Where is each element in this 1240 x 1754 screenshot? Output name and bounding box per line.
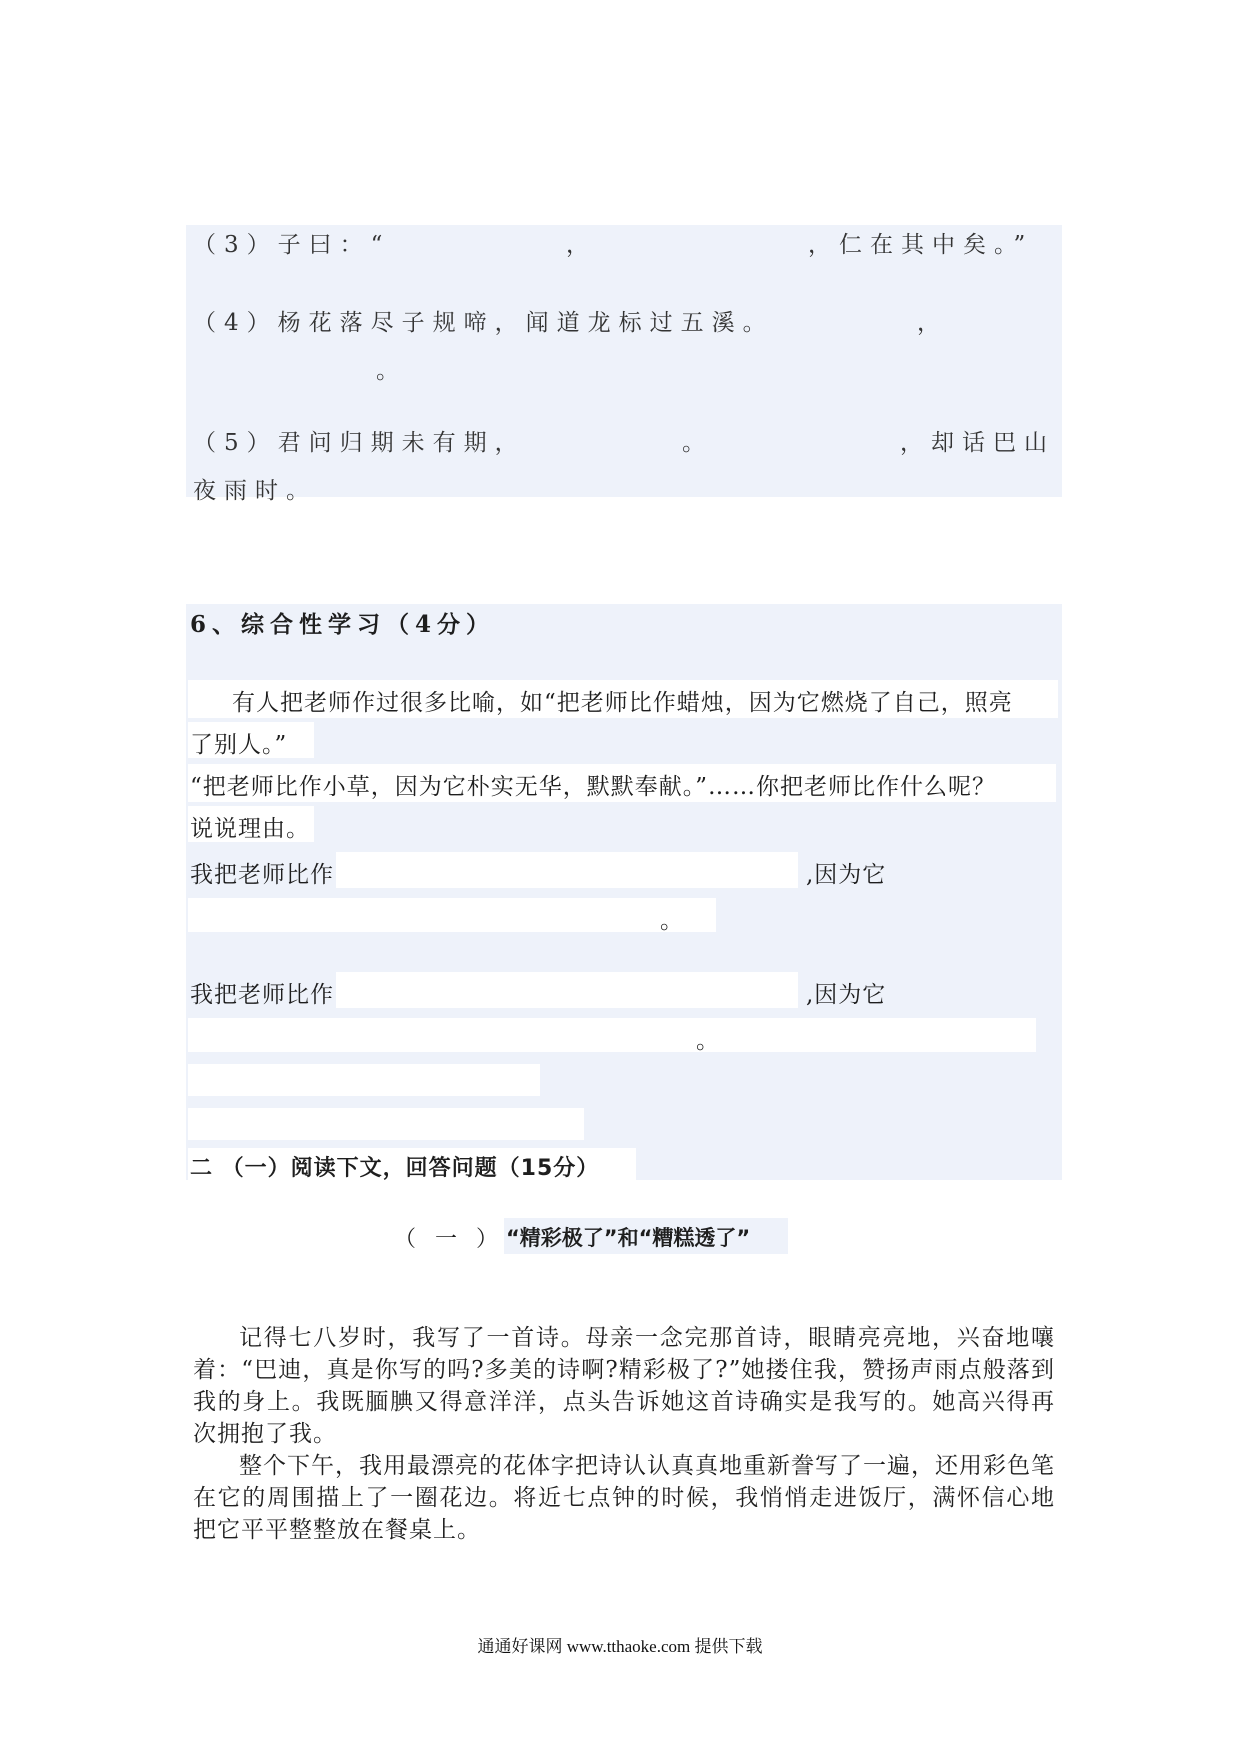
- q5-start: （5）君问归期未有期，: [193, 430, 526, 456]
- q5-end: ，却话巴山: [900, 430, 1055, 456]
- reading-paragraph-2: 整个下午，我用最漂亮的花体字把诗认认真真地重新誊写了一遍，还用彩色笔在它的周围描上了一圈花边。将近七点钟的时候，我悄悄走进饭厅，满怀信心地把它平平整整放在餐桌上。: [193, 1453, 1055, 1543]
- para-line-2: 了别人。”: [190, 732, 288, 758]
- q4-comma: ，: [917, 310, 948, 336]
- answer2-period: 。: [696, 1028, 720, 1054]
- q3-label: （3）子曰：“: [193, 232, 391, 258]
- answer1-period: 。: [660, 908, 684, 934]
- q4-period: 。: [376, 358, 407, 384]
- answer2-blank-line2[interactable]: [188, 1018, 1036, 1052]
- para-line-1: 有人把老师作过很多比喻，如“把老师比作蜡烛，因为它燃烧了自己，照亮: [232, 690, 1013, 716]
- q3-end: ，仁在其中矣。”: [808, 232, 1034, 258]
- answer2-prefix: 我把老师比作: [190, 982, 334, 1008]
- comprehensive-heading: 6、综合性学习（4分）: [190, 611, 496, 638]
- reading-paragraph-1: 记得七八岁时，我写了一首诗。母亲一念完那首诗，眼睛亮亮地，兴奋地嚷着：“巴迪，真是你写的吗?多美的诗啊?精彩极了?”她搂住我，赞扬声雨点般落到我的身上。我既腼腆又得意洋洋，点头告诉她这首诗确实是我写的。她高兴得再次拥抱了我。: [193, 1325, 1055, 1447]
- q3-comma: ，: [566, 232, 597, 258]
- answer1-blank-line2[interactable]: [188, 898, 716, 932]
- answer1-prefix: 我把老师比作: [190, 862, 334, 888]
- q5-line2: 夜雨时。: [193, 478, 317, 504]
- reading-section-heading: 二 （一）阅读下文，回答问题（15分）: [190, 1156, 600, 1181]
- answer2-blank-line3[interactable]: [188, 1064, 540, 1096]
- answer2-blank[interactable]: [336, 972, 798, 1008]
- answer1-blank[interactable]: [336, 852, 798, 888]
- q4-line: （4）杨花落尽子规啼，闻道龙标过五溪。: [193, 310, 774, 336]
- reading-title-prefix: （ 一 ）: [394, 1227, 504, 1252]
- answer2-blank-line4[interactable]: [188, 1108, 584, 1140]
- reading-title: “精彩极了”和“糟糕透了”: [506, 1226, 751, 1250]
- q5-period: 。: [682, 430, 713, 456]
- para-line-3: “把老师比作小草，因为它朴实无华，默默奉献。”……你把老师比作什么呢？: [190, 774, 997, 800]
- answer1-suffix: ,因为它: [806, 862, 887, 888]
- footer-download-note: 通通好课网 www.tthaoke.com 提供下载: [477, 1637, 763, 1656]
- reading-passage: [193, 1322, 1055, 1546]
- para-line-4: 说说理由。: [190, 816, 310, 842]
- answer2-suffix: ,因为它: [806, 982, 887, 1008]
